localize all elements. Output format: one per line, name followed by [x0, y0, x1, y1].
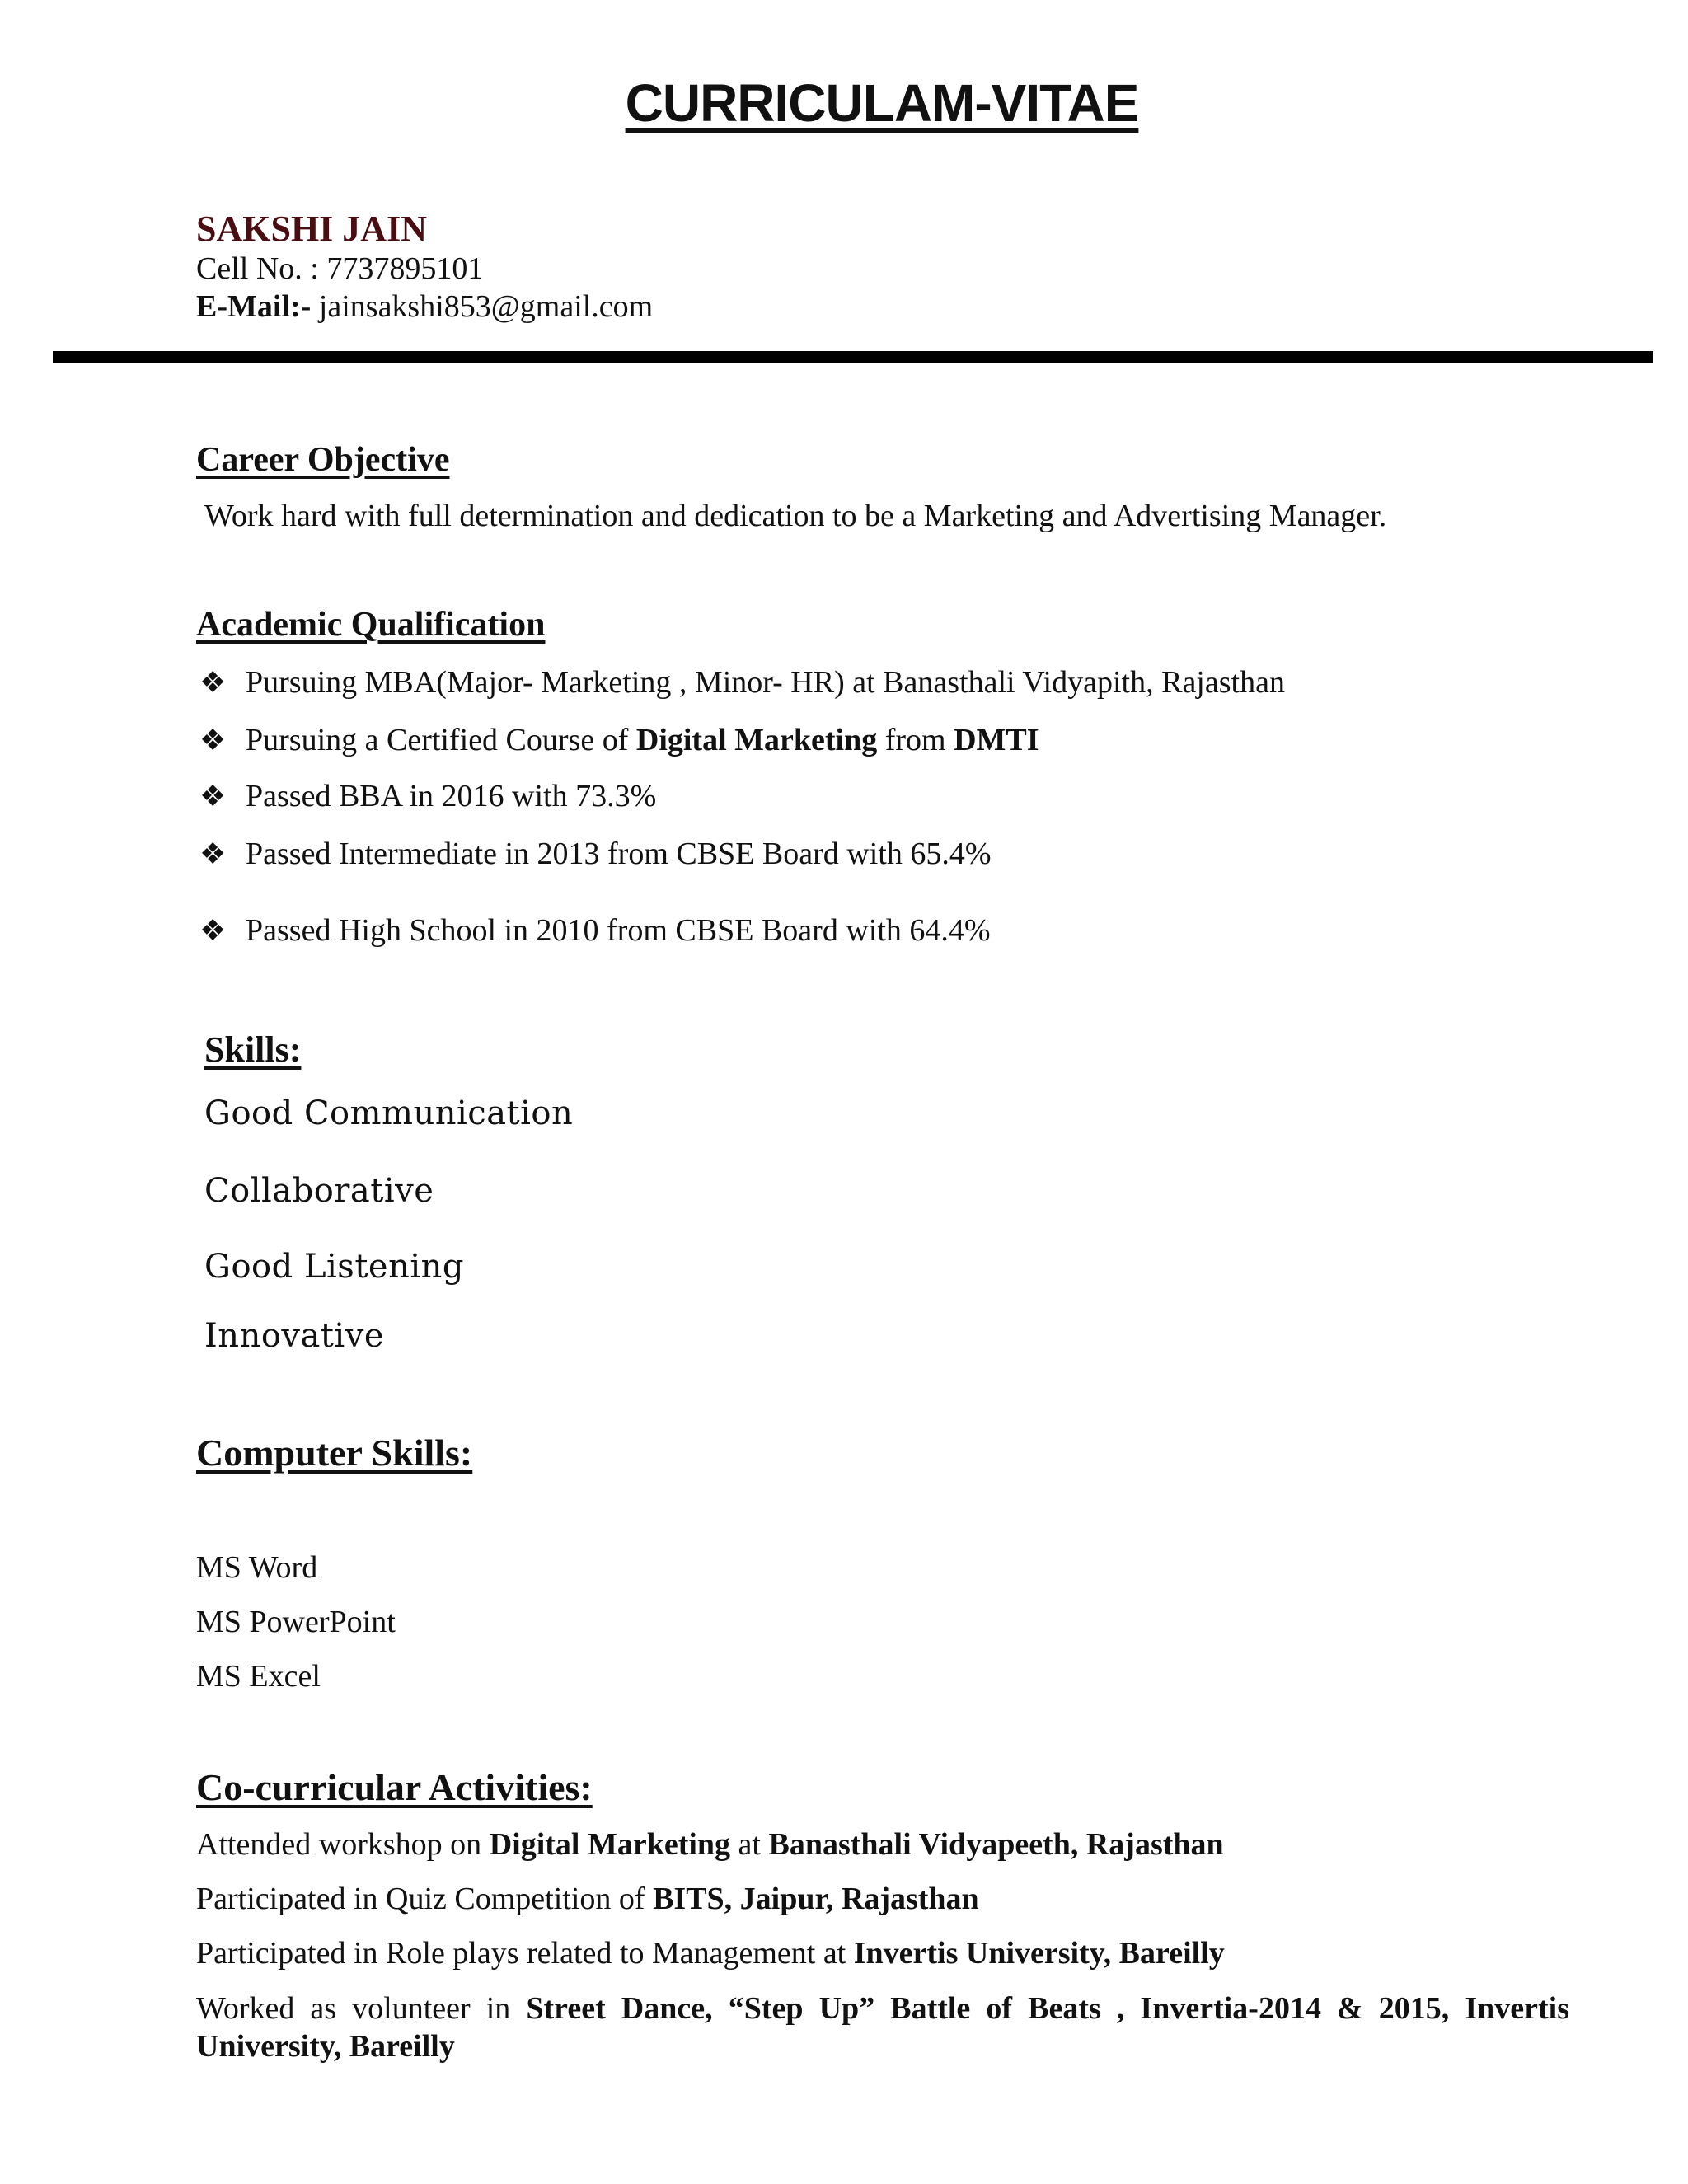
bold-run: BITS, Jaipur, Rajasthan [653, 1882, 979, 1916]
text-run: Pursuing a Certified Course of [246, 723, 636, 757]
email-address: jainsakshi853@gmail.com [311, 289, 654, 324]
bold-run: Invertis University, Bareilly [853, 1936, 1225, 1971]
activity-item [196, 1990, 1569, 2065]
academic-item [199, 778, 656, 814]
document-title: CURRICULAM-VITAE [625, 73, 1139, 133]
cocurricular-heading: Co-curricular Activities: [196, 1766, 593, 1808]
skill-item: Innovative [204, 1317, 384, 1355]
computer-skill-item: MS Word [196, 1550, 318, 1585]
email-line [196, 288, 653, 325]
bold-run: DMTI [954, 723, 1039, 757]
text-run: Participated in Role plays related to Management at [196, 1936, 854, 1971]
header-divider [53, 351, 1653, 363]
academic-item [199, 912, 991, 949]
email-label: E-Mail:- [196, 289, 312, 324]
diamond-bullet-icon: ❖ [199, 837, 227, 870]
bold-run: Digital Marketing [635, 723, 878, 757]
academic-item-text: Passed BBA in 2016 with 73.3% [246, 779, 657, 813]
computer-skills-heading: Computer Skills: [196, 1432, 473, 1474]
activity-item [196, 1826, 1224, 1863]
academic-qualification-heading: Academic Qualification [196, 606, 546, 644]
career-objective-text: Work hard with full determination and dedication to be a Marketing and Advertising Manager. [204, 499, 1387, 533]
bold-run: Banasthali Vidyapeeth, Rajasthan [768, 1827, 1224, 1862]
computer-skill-item: MS Excel [196, 1659, 321, 1694]
diamond-bullet-icon: ❖ [199, 724, 227, 757]
skills-heading: Skills: [204, 1029, 302, 1070]
academic-item [199, 836, 992, 872]
academic-item [199, 664, 1285, 701]
academic-item-text: Passed Intermediate in 2013 from CBSE Board with 65.4% [246, 837, 992, 871]
diamond-bullet-icon: ❖ [199, 666, 227, 699]
academic-item-text: Pursuing MBA(Major- Marketing , Minor- HR) at Banasthali Vidyapith, Rajasthan [246, 665, 1285, 700]
academic-item-text [246, 722, 1039, 758]
text-run: Attended workshop on [196, 1827, 490, 1862]
bold-run: Digital Marketing [489, 1827, 731, 1862]
skill-item: Good Communication [204, 1094, 574, 1132]
academic-item [199, 722, 1039, 758]
diamond-bullet-icon: ❖ [199, 780, 227, 813]
diamond-bullet-icon: ❖ [199, 914, 227, 947]
cell-number: Cell No. : 7737895101 [196, 251, 484, 286]
text-run: Participated in Quiz Competition of [196, 1882, 654, 1916]
academic-item-text: Passed High School in 2010 from CBSE Board with 64.4% [246, 913, 991, 948]
skill-item: Good Listening [204, 1248, 464, 1286]
bold-run: Street Dance, “Step Up” Battle of Beats , Invertia-2014 & 2015, Invertis University, Bareilly [196, 1991, 1569, 2064]
skill-item: Collaborative [204, 1172, 434, 1210]
text-run: from [877, 723, 954, 757]
activity-item [196, 1935, 1225, 1971]
career-objective-heading: Career Objective [196, 441, 450, 479]
text-run: at [730, 1827, 769, 1862]
candidate-name: SAKSHI JAIN [196, 209, 427, 249]
text-run: Worked as volunteer in [196, 1991, 527, 2026]
activity-item [196, 1881, 979, 1917]
computer-skill-item: MS PowerPoint [196, 1605, 396, 1639]
